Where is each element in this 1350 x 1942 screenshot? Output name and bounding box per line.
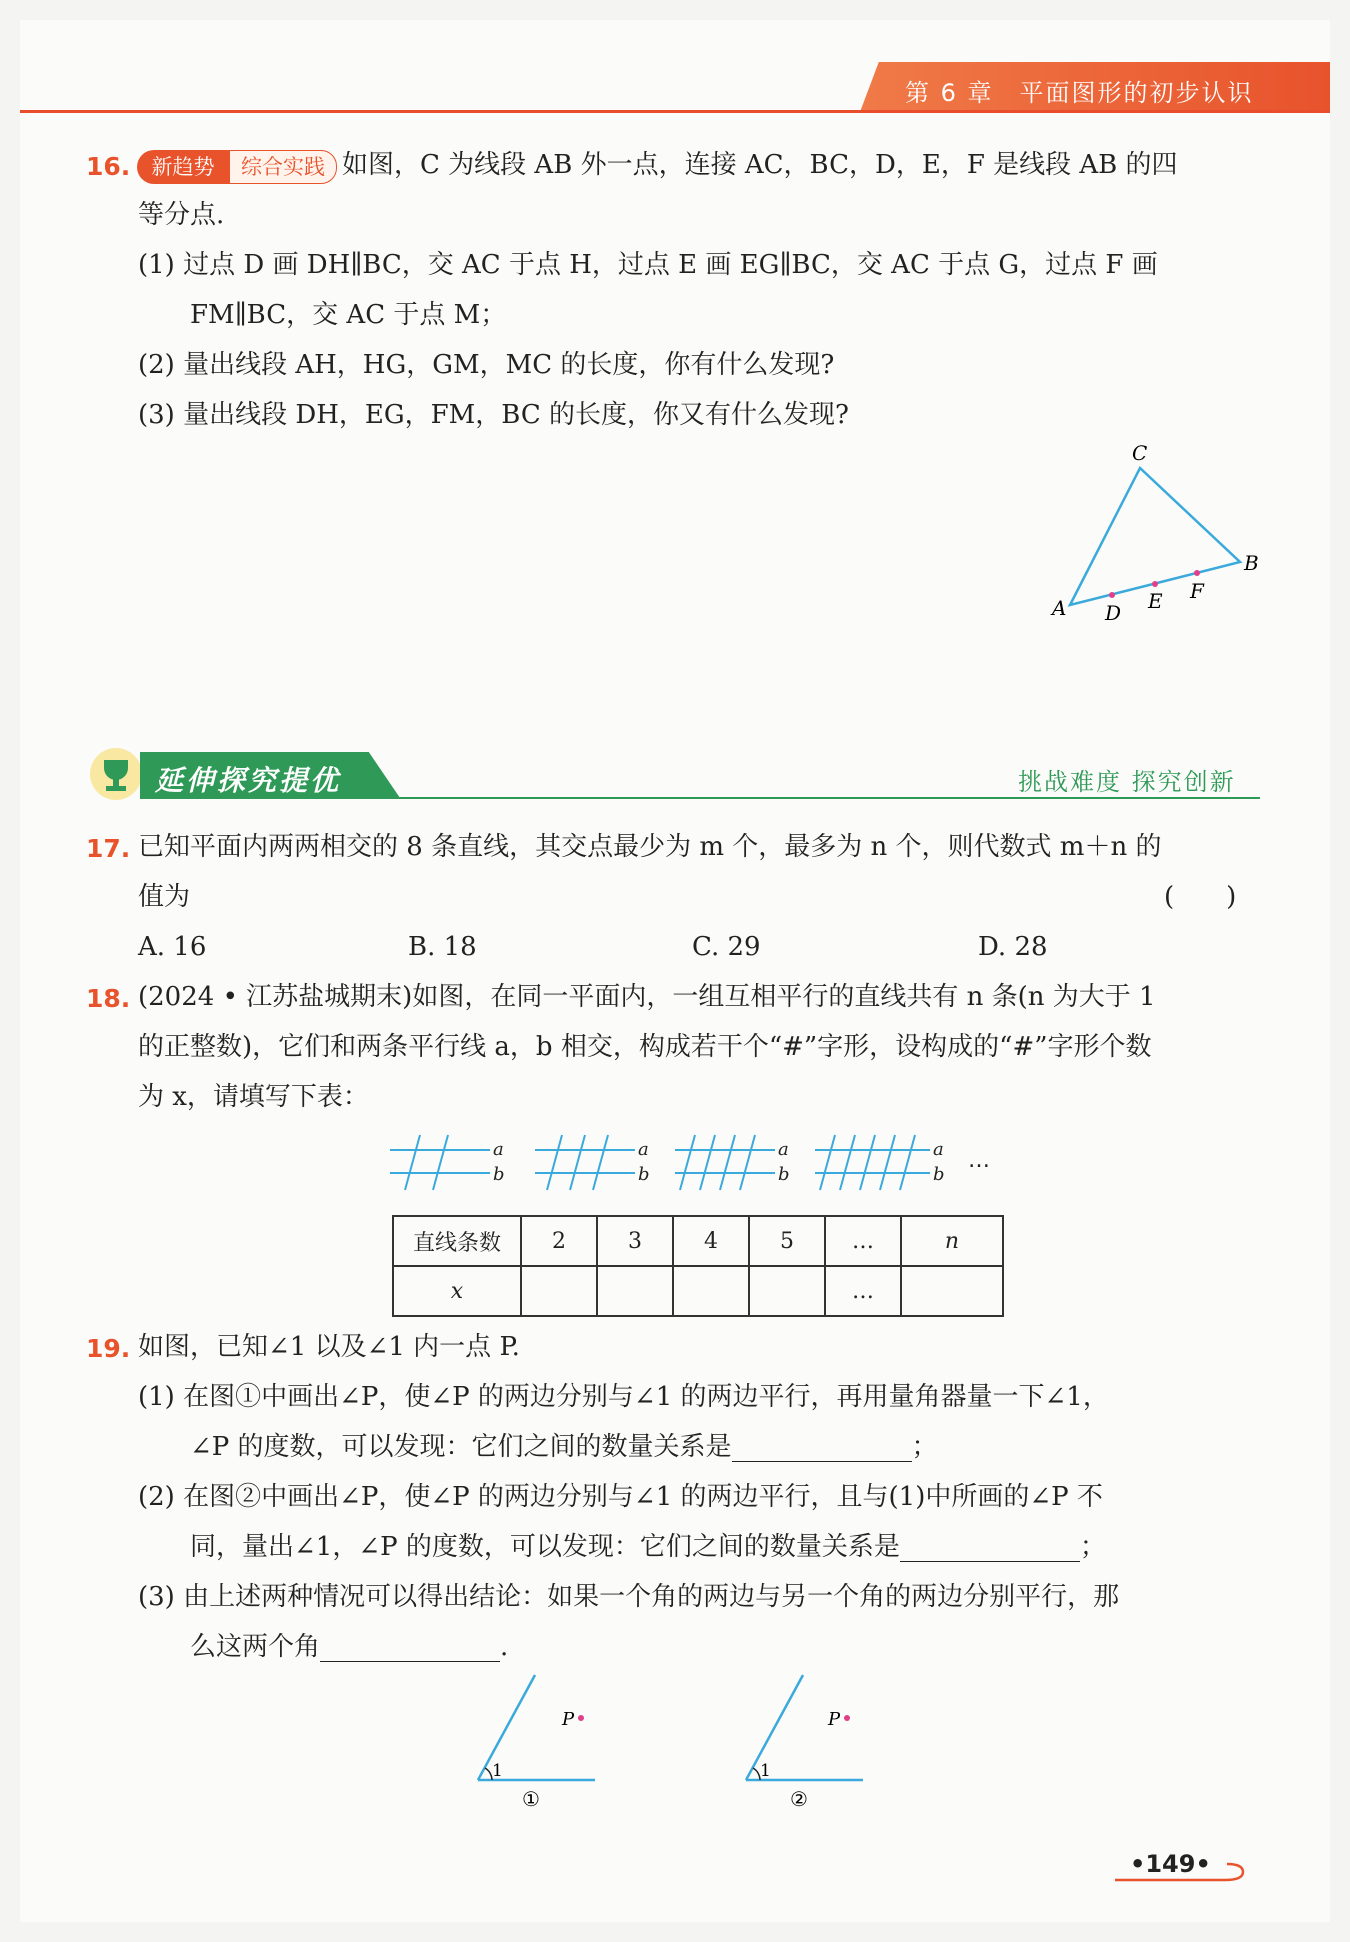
label-a: A	[1052, 596, 1067, 620]
fig1-label-b: b	[493, 1164, 505, 1185]
tag-new-trend: 新趋势	[137, 150, 229, 184]
q16-part3: (3) 量出线段 DH，EG，FM，BC 的长度，你又有什么发现?	[138, 400, 849, 430]
page-number-underline	[1115, 1858, 1250, 1888]
label-b: B	[1244, 551, 1259, 575]
q16-part1-line2: FM∥BC，交 AC 于点 M；	[190, 300, 507, 330]
q19-part1-text: ∠P 的度数，可以发现：它们之间的数量关系是	[190, 1432, 732, 1462]
q17-stem-line1: 已知平面内两两相交的 8 条直线，其交点最少为 m 个，最多为 n 个，则代数式 m＋n 的	[138, 832, 1162, 862]
q17-option-d: D. 28	[978, 932, 1048, 962]
table-cell: 3	[597, 1216, 673, 1266]
q16-stem-line2: 等分点.	[138, 200, 225, 230]
answer-cell[interactable]	[673, 1266, 749, 1316]
fig1-caption: ①	[522, 1787, 540, 1810]
q19-part3-line2	[190, 1632, 508, 1662]
q18-table	[392, 1215, 1004, 1317]
section-rule	[140, 797, 1260, 799]
trophy-icon	[86, 744, 146, 804]
header-rule	[20, 110, 1330, 113]
q19-part1-line1: (1) 在图①中画出∠P，使∠P 的两边分别与∠1 的两边平行，再用量角器量一下∠1，	[138, 1382, 1109, 1412]
label-e: E	[1148, 589, 1163, 613]
chapter-title: 第 6 章 平面图形的初步认识	[905, 79, 1254, 107]
fig1-label-p: P	[562, 1709, 575, 1730]
q16-part2: (2) 量出线段 AH，HG，GM，MC 的长度，你有什么发现?	[138, 350, 835, 380]
label-f: F	[1190, 579, 1204, 603]
table-cell: x	[393, 1266, 521, 1316]
fig2-label-a: a	[638, 1139, 649, 1160]
page-number: •149•	[1130, 1850, 1211, 1878]
q18-stem-line2: 的正整数)，它们和两条平行线 a，b 相交，构成若干个“#”字形，设构成的“#”字形个数	[138, 1032, 1152, 1062]
fig1-label-a: a	[493, 1139, 504, 1160]
q19-part2-line2	[190, 1532, 1106, 1562]
q19-part3-text: 么这两个角	[190, 1632, 321, 1662]
q19-part1-line2	[190, 1432, 938, 1462]
fig2-label-b: b	[638, 1164, 650, 1185]
table-cell: n	[901, 1216, 1003, 1266]
point-d	[1109, 592, 1115, 598]
q19-part3-line1: (3) 由上述两种情况可以得出结论：如果一个角的两边与另一个角的两边分别平行，那	[138, 1582, 1120, 1612]
fig2-caption: ②	[790, 1787, 808, 1810]
q19-figure-2	[738, 1670, 878, 1810]
question-18-number: 18.	[86, 984, 131, 1013]
question-17-number: 17.	[86, 834, 131, 863]
q19-part2-line1: (2) 在图②中画出∠P，使∠P 的两边分别与∠1 的两边平行，且与(1)中所画的∠P 不	[138, 1482, 1103, 1512]
tag-practice: 综合实践	[229, 150, 337, 184]
question-16-number: 16.	[86, 152, 131, 181]
answer-blank-1[interactable]	[732, 1437, 912, 1462]
table-cell: …	[825, 1216, 901, 1266]
q18-stem-line1: (2024 • 江苏盐城期末)如图，在同一平面内，一组互相平行的直线共有 n 条(n 为大于 1	[138, 982, 1156, 1012]
q17-option-a: A. 16	[138, 932, 207, 962]
answer-blank-2[interactable]	[900, 1537, 1080, 1562]
fig2-angle-label: 1	[760, 1761, 771, 1781]
point-e	[1152, 581, 1158, 587]
table-row	[393, 1266, 1003, 1316]
fig4-label-b: b	[933, 1164, 945, 1185]
table-cell: …	[825, 1266, 901, 1316]
answer-cell[interactable]	[901, 1266, 1003, 1316]
q19-figure-1	[470, 1670, 610, 1810]
q19-part1-end: ；	[911, 1432, 938, 1462]
q16-stem-line1: 如图，C 为线段 AB 外一点，连接 AC，BC，D，E，F 是线段 AB 的四	[342, 150, 1178, 180]
question-19-number: 19.	[86, 1334, 131, 1363]
q17-stem-line2: 值为	[138, 882, 191, 912]
label-c: C	[1132, 441, 1148, 465]
section-title: 延伸探究提优	[155, 764, 342, 797]
answer-cell[interactable]	[521, 1266, 597, 1316]
section-subtitle: 挑战难度 探究创新	[1018, 768, 1236, 796]
point-f	[1194, 570, 1200, 576]
fig1-angle-label: 1	[492, 1761, 503, 1781]
q17-option-c: C. 29	[692, 932, 761, 962]
table-cell: 4	[673, 1216, 749, 1266]
fig-continuation-dots: …	[968, 1148, 990, 1173]
fig4-label-a: a	[933, 1139, 944, 1160]
q19-part2-text: 同，量出∠1，∠P 的度数，可以发现：它们之间的数量关系是	[190, 1532, 900, 1562]
q16-triangle-figure	[1030, 440, 1270, 630]
point-p-1	[578, 1715, 584, 1721]
q19-part3-end: .	[500, 1632, 509, 1662]
table-cell: 2	[521, 1216, 597, 1266]
answer-cell[interactable]	[749, 1266, 825, 1316]
q18-stem-line3: 为 x，请填写下表：	[138, 1082, 369, 1112]
point-p-2	[844, 1715, 850, 1721]
q19-stem: 如图，已知∠1 以及∠1 内一点 P.	[138, 1332, 520, 1362]
q19-part2-end: ；	[1079, 1532, 1106, 1562]
q16-part1-line1: (1) 过点 D 画 DH∥BC，交 AC 于点 H，过点 E 画 EG∥BC，交 AC 于点 G，过点 F 画	[138, 250, 1158, 280]
answer-blank-3[interactable]	[320, 1637, 500, 1662]
fig2-label-p: P	[828, 1709, 841, 1730]
fig3-label-a: a	[778, 1139, 789, 1160]
table-cell: 5	[749, 1216, 825, 1266]
fig3-label-b: b	[778, 1164, 790, 1185]
q17-answer-paren: ( )	[1164, 882, 1237, 912]
q18-parallel-lines-figure	[390, 1125, 1030, 1200]
answer-cell[interactable]	[597, 1266, 673, 1316]
q17-option-b: B. 18	[408, 932, 477, 962]
label-d: D	[1105, 601, 1122, 625]
table-cell: 直线条数	[393, 1216, 521, 1266]
table-row	[393, 1216, 1003, 1266]
